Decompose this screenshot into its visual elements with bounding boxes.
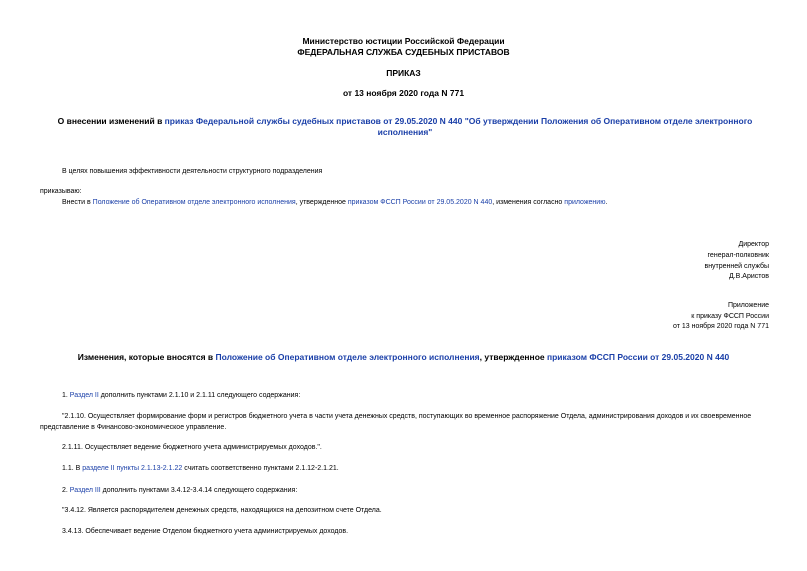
section-3-link[interactable]: Раздел III xyxy=(69,487,101,494)
order-title xyxy=(40,116,770,138)
changes-title-text: Изменения, которые вносятся в xyxy=(77,352,216,362)
changes-title-text: , утвержденное xyxy=(479,352,547,362)
preamble: В целях повышения эффективности деятельности структурного подразделения xyxy=(62,168,323,175)
order-title-link[interactable]: приказ Федеральной службы судебных приставов от 29.05.2020 N 440 "Об утверждении Положения об Оперативном отделе электронного xyxy=(164,116,753,126)
item-text: 1.1. В xyxy=(62,465,83,472)
section-2-link[interactable]: Раздел II xyxy=(69,392,99,399)
changes-title xyxy=(0,352,807,362)
section-2-ref-link[interactable]: разделе II xyxy=(82,465,115,472)
signature-rank: генерал-полковник xyxy=(707,252,769,259)
main-clause-text: . xyxy=(605,199,608,206)
item-text: считать соответственно пунктами 2.1.12-2.1.21. xyxy=(182,465,339,472)
order-title-prefix: О внесении изменений в xyxy=(57,116,165,126)
appendix-ref: к приказу ФССП России xyxy=(691,313,769,320)
item-2-line-2: представление в Финансово-экономическое управление. xyxy=(40,424,227,431)
order-date: от 13 ноября 2020 года N 771 xyxy=(342,88,465,98)
main-clause-text: Внести в xyxy=(62,199,93,206)
appendix-date: от 13 ноября 2020 года N 771 xyxy=(673,323,769,330)
points-range-link[interactable]: пункты 2.1.13-2.1.22 xyxy=(116,465,183,472)
item-3: 2.1.11. Осуществляет ведение бюджетного учета администрируемых доходов.". xyxy=(62,444,322,451)
signature-name: Д.В.Аристов xyxy=(728,273,769,280)
main-clause-text: , утвержденное xyxy=(295,199,348,206)
item-6: "3.4.12. Является распорядителем денежных средств, находящихся на депозитном счете Отдела. xyxy=(62,507,382,514)
order-verb: приказываю: xyxy=(40,188,82,195)
item-text: дополнить пунктами 2.1.10 и 2.1.11 следующего содержания: xyxy=(98,392,301,399)
signature-rank-2: внутренней службы xyxy=(704,263,769,270)
service-heading: ФЕДЕРАЛЬНАЯ СЛУЖБА СУДЕБНЫХ ПРИСТАВОВ xyxy=(297,47,510,57)
regulation-link[interactable]: Положение об Оперативном отделе электронного исполнения xyxy=(92,199,296,206)
main-clause xyxy=(62,199,607,206)
ministry-heading: Министерство юстиции Российской Федерации xyxy=(302,36,505,46)
main-clause-text: , изменения согласно xyxy=(492,199,565,206)
item-4 xyxy=(62,465,339,472)
item-2-line-1: "2.1.10. Осуществляет формирование форм и регистров бюджетного учета в части учета денежных средств, поступающих во временное распоряжение Отдела, администрирования доходов и их своевременное xyxy=(62,413,752,420)
order-heading: ПРИКАЗ xyxy=(386,68,421,78)
item-number: 1. xyxy=(62,392,70,399)
item-number: 2. xyxy=(62,487,70,494)
appendix-link[interactable]: приложению xyxy=(564,199,606,206)
item-1 xyxy=(62,392,300,399)
item-7: 3.4.13. Обеспечивает ведение Отделом бюджетного учета администрируемых доходов. xyxy=(62,528,349,535)
signature-position: Директор xyxy=(738,241,769,248)
item-text: дополнить пунктами 3.4.12-3.4.14 следующего содержания: xyxy=(100,487,298,494)
changes-regulation-link[interactable]: Положение об Оперативном отделе электронного исполнения xyxy=(215,352,480,362)
order-title-link-cont[interactable]: исполнения" xyxy=(377,127,433,137)
item-5 xyxy=(62,487,297,494)
order-440-link[interactable]: приказом ФССП России от 29.05.2020 N 440 xyxy=(347,199,493,206)
changes-order-link[interactable]: приказом ФССП России от 29.05.2020 N 440 xyxy=(546,352,730,362)
appendix-label: Приложение xyxy=(727,302,769,309)
